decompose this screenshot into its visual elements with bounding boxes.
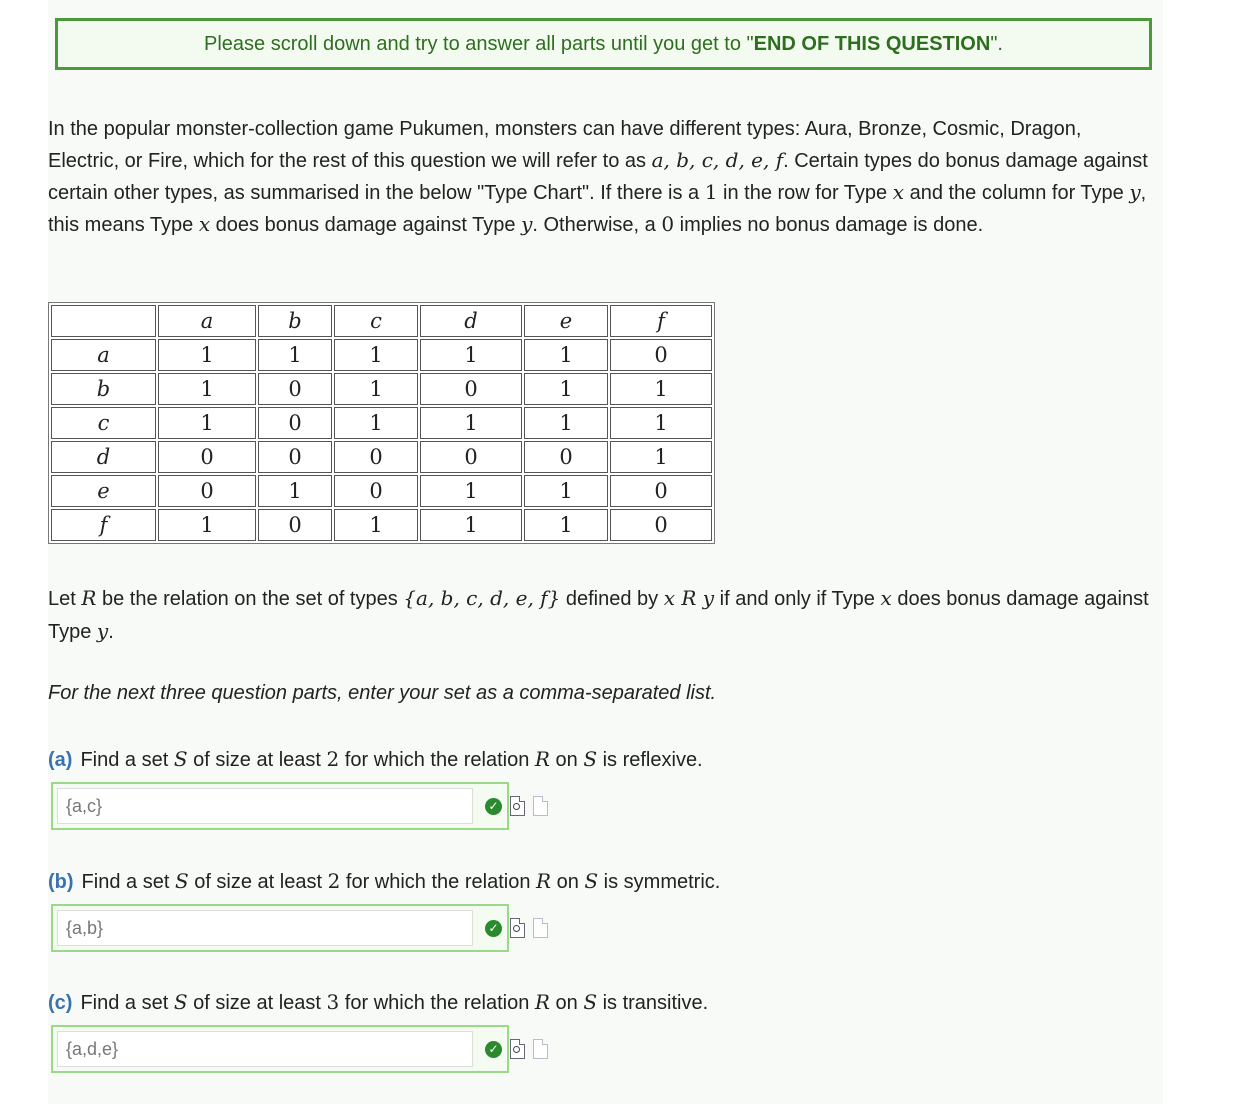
table-cell: 0	[258, 509, 332, 541]
intro-text: and the column for Type	[904, 182, 1130, 204]
table-row	[51, 509, 712, 541]
table-cell: 1	[524, 475, 608, 507]
part-c-icons	[485, 1039, 548, 1059]
preview-document-icon[interactable]	[510, 1039, 525, 1059]
blank-document-icon[interactable]	[533, 796, 548, 816]
relation-text: defined by	[560, 588, 664, 610]
table-cell: 0	[258, 441, 332, 473]
table-cell: 1	[334, 339, 418, 371]
check-circle-icon: ✓	[485, 920, 502, 937]
table-cell: 0	[524, 441, 608, 473]
instructions-hint: For the next three question parts, enter your set as a comma-separated list.	[48, 682, 717, 704]
relation-text: if and only if Type	[714, 588, 881, 610]
relation-x: x	[880, 586, 892, 610]
intro-text: , this means Type	[48, 182, 1147, 236]
relation-definition	[48, 582, 1158, 648]
part-label: (b)	[48, 871, 74, 893]
column-header: b	[258, 305, 332, 337]
part-text: is transitive.	[597, 992, 709, 1014]
row-header: c	[51, 407, 156, 439]
part-a-answer-container	[51, 782, 509, 830]
part-a-question	[48, 747, 703, 772]
blank-document-icon[interactable]	[533, 918, 548, 938]
intro-y: y	[1129, 180, 1141, 204]
relation-expr: x R y	[663, 586, 715, 610]
table-cell: 0	[258, 407, 332, 439]
table-cell: 0	[420, 441, 522, 473]
part-R: R	[536, 869, 552, 893]
question-intro	[48, 114, 1158, 241]
table-cell: 1	[420, 339, 522, 371]
part-text: on	[549, 749, 584, 771]
part-text: on	[551, 871, 585, 893]
table-header-row	[51, 305, 712, 337]
table-cell: 0	[158, 441, 256, 473]
table-cell: 1	[610, 441, 712, 473]
scroll-notice-banner	[55, 18, 1152, 70]
table-cell: 1	[158, 339, 256, 371]
table-cell: 1	[334, 509, 418, 541]
table-row	[51, 339, 712, 371]
table-cell: 1	[524, 339, 608, 371]
part-R: R	[534, 990, 550, 1014]
table-cell: 1	[420, 509, 522, 541]
part-text: Find a set	[81, 871, 175, 893]
part-text: is reflexive.	[597, 749, 703, 771]
intro-one: 1	[704, 180, 718, 204]
part-a-answer-input[interactable]	[57, 788, 473, 824]
table-cell: 1	[158, 407, 256, 439]
part-text: of size at least	[188, 871, 328, 893]
intro-text: . Otherwise, a	[532, 214, 662, 236]
type-chart-table	[48, 302, 715, 544]
column-header: f	[610, 305, 712, 337]
intro-text: . Certain types do bonus damage against certain other types, as summarised in the below "Type Chart". If there is a	[48, 150, 1148, 204]
table-cell: 1	[258, 339, 332, 371]
table-cell: 0	[258, 373, 332, 405]
row-header: d	[51, 441, 156, 473]
notice-strong: END OF THIS QUESTION	[753, 32, 991, 55]
notice-suffix: ".	[990, 32, 1003, 55]
check-circle-icon: ✓	[485, 798, 502, 815]
part-label: (c)	[48, 992, 73, 1014]
part-text: for which the relation	[339, 992, 535, 1014]
part-S: S	[583, 747, 598, 771]
part-text: is symmetric.	[598, 871, 721, 893]
relation-text: be the relation on the set of types	[96, 588, 404, 610]
relation-text: Let	[48, 588, 82, 610]
table-cell: 1	[524, 509, 608, 541]
row-header: b	[51, 373, 156, 405]
relation-y: y	[96, 619, 109, 643]
intro-text: implies no bonus damage is done.	[674, 214, 984, 236]
part-b-icons	[485, 918, 548, 938]
row-header: a	[51, 339, 156, 371]
part-size: 2	[326, 747, 340, 771]
table-cell: 0	[610, 475, 712, 507]
preview-document-icon[interactable]	[510, 796, 525, 816]
part-c-question	[48, 990, 708, 1015]
part-c-answer-input[interactable]	[57, 1031, 473, 1067]
column-header: e	[524, 305, 608, 337]
part-S: S	[173, 990, 188, 1014]
table-cell: 0	[610, 509, 712, 541]
part-S: S	[583, 990, 598, 1014]
column-header: c	[334, 305, 418, 337]
table-cell: 1	[610, 407, 712, 439]
part-b-question	[48, 869, 720, 894]
table-cell: 0	[420, 373, 522, 405]
intro-x: x	[892, 180, 905, 204]
table-cell: 1	[610, 373, 712, 405]
table-cell: 1	[334, 373, 418, 405]
part-S: S	[174, 869, 189, 893]
table-cell: 1	[524, 373, 608, 405]
part-text: Find a set	[80, 992, 174, 1014]
part-text: for which the relation	[339, 749, 535, 771]
preview-document-icon[interactable]	[510, 918, 525, 938]
table-row	[51, 373, 712, 405]
intro-text: In the popular monster-collection game Pukumen, monsters can have different types: Aura, Bronze, Cosmic, Dragon, Electric, or Fire, which for the rest of this question we will refer to as	[48, 118, 1082, 172]
part-label: (a)	[48, 749, 73, 771]
relation-text: does bonus damage against Type	[48, 588, 1149, 643]
table-cell: 0	[334, 441, 418, 473]
column-header: d	[420, 305, 522, 337]
table-cell: 0	[610, 339, 712, 371]
table-cell: 1	[158, 509, 256, 541]
intro-text: does bonus damage against Type	[210, 214, 522, 236]
table-cell: 1	[420, 475, 522, 507]
table-cell: 0	[158, 475, 256, 507]
part-text: Find a set	[80, 749, 174, 771]
relation-text: .	[108, 621, 114, 643]
table-cell: 1	[334, 407, 418, 439]
part-b-answer-input[interactable]	[57, 910, 473, 946]
part-b-answer-container	[51, 904, 509, 952]
intro-y: y	[521, 212, 533, 236]
intro-types-math: a, b, c, d, e, f	[651, 148, 784, 172]
part-text: of size at least	[187, 749, 327, 771]
intro-text: in the row for Type	[717, 182, 893, 204]
table-cell: 1	[524, 407, 608, 439]
part-text: on	[549, 992, 584, 1014]
part-S: S	[584, 869, 599, 893]
part-S: S	[173, 747, 188, 771]
part-text: for which the relation	[340, 871, 536, 893]
corner-cell	[51, 305, 156, 337]
table-row	[51, 475, 712, 507]
row-header: e	[51, 475, 156, 507]
notice-prefix: Please scroll down and try to answer all parts until you get to "	[204, 32, 754, 55]
column-header: a	[158, 305, 256, 337]
relation-set: {a, b, c, d, e, f}	[403, 586, 561, 610]
relation-R: R	[81, 586, 97, 610]
table-row	[51, 407, 712, 439]
part-size: 2	[327, 869, 341, 893]
part-a-icons	[485, 796, 548, 816]
table-cell: 1	[420, 407, 522, 439]
intro-x: x	[198, 212, 211, 236]
part-R: R	[534, 747, 550, 771]
part-size: 3	[326, 990, 340, 1014]
row-header: f	[51, 509, 156, 541]
blank-document-icon[interactable]	[533, 1039, 548, 1059]
table-cell: 1	[258, 475, 332, 507]
table-cell: 0	[334, 475, 418, 507]
part-c-answer-container	[51, 1025, 509, 1073]
part-text: of size at least	[187, 992, 327, 1014]
intro-zero: 0	[661, 212, 675, 236]
check-circle-icon: ✓	[485, 1041, 502, 1058]
table-row	[51, 441, 712, 473]
table-cell: 1	[158, 373, 256, 405]
